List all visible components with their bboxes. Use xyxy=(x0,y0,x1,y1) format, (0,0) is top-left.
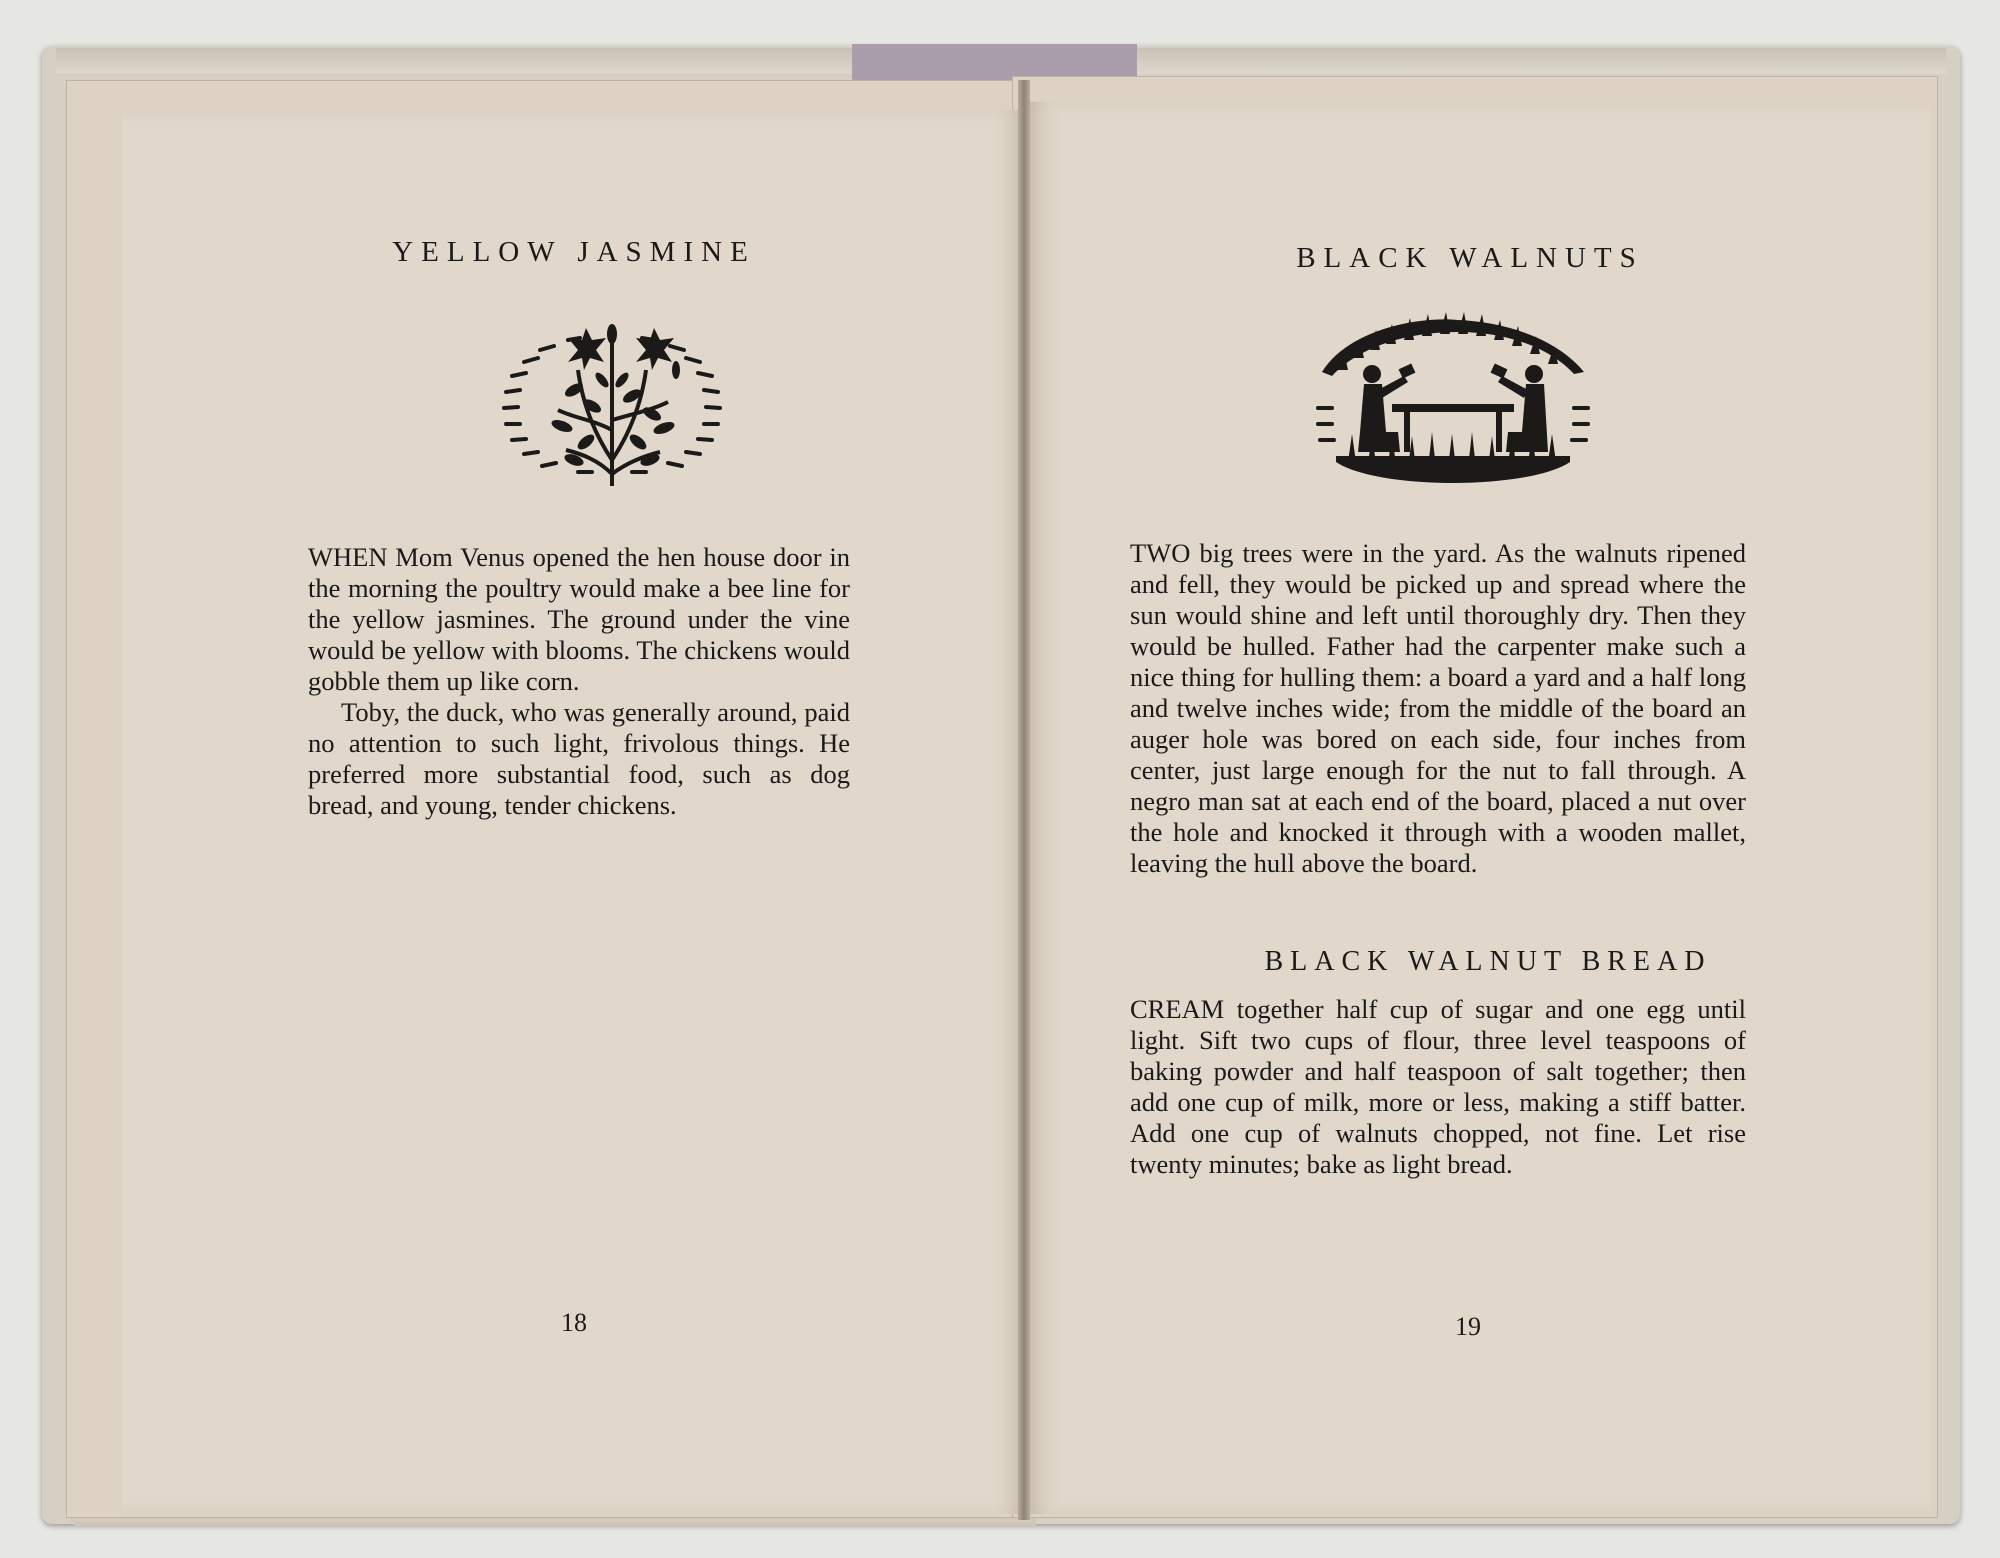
jasmine-flower-vignette-icon xyxy=(482,310,742,490)
jasmine-paragraph-2: Toby, the duck, who was generally around, paid no attention to such light, frivolous things. He preferred more substantial food, such as dog bread, and young, tender chickens. xyxy=(308,697,850,820)
right-page xyxy=(1026,102,1930,1514)
page-number-18: 18 xyxy=(561,1308,587,1337)
spine-cloth xyxy=(852,44,1137,80)
book-gutter xyxy=(1018,80,1030,1520)
walnut-bread-recipe-text xyxy=(1130,994,1746,1180)
jasmine-story-text xyxy=(308,542,850,821)
walnut-story-text xyxy=(1130,538,1746,879)
walnut-paragraph-1: TWO big trees were in the yard. As the walnuts ripened and fell, they would be picked up and spread where the sun would shine and left until thoroughly dry. Then they would be hulled. Father had the carpenter make such a nice thing for hulling them: a board a yard and a half long and twelve inches wide; from the middle of the board an auger hole was bored on each side, four inches from center, just large enough for the nut to fall through. A negro man sat at each end of the board, placed a nut over the hole and knocked it through with a wooden mallet, leaving the hull above the board. xyxy=(1130,538,1746,878)
chapter-title-yellow-jasmine: YELLOW JASMINE xyxy=(392,236,756,268)
left-page xyxy=(122,110,1026,1514)
jasmine-paragraph-1: WHEN Mom Venus opened the hen house door in the morning the poultry would make a bee line for the yellow jasmines. The ground under the vine would be yellow with blooms. The chickens would gobble them up like corn. xyxy=(308,542,850,696)
recipe-paragraph-1: CREAM together half cup of sugar and one egg until light. Sift two cups of flour, three level teaspoons of baking powder and half teaspoon of salt together; then add one cup of milk, more or less, making a stiff batter. Add one cup of walnuts chopped, not fine. Let rise twenty minutes; bake as light bread. xyxy=(1130,994,1746,1179)
page-number-19: 19 xyxy=(1455,1312,1481,1341)
chapter-title-black-walnuts: BLACK WALNUTS xyxy=(1296,242,1644,274)
recipe-title-black-walnut-bread: BLACK WALNUT BREAD xyxy=(1264,946,1712,977)
walnut-hulling-vignette-icon xyxy=(1308,312,1598,492)
